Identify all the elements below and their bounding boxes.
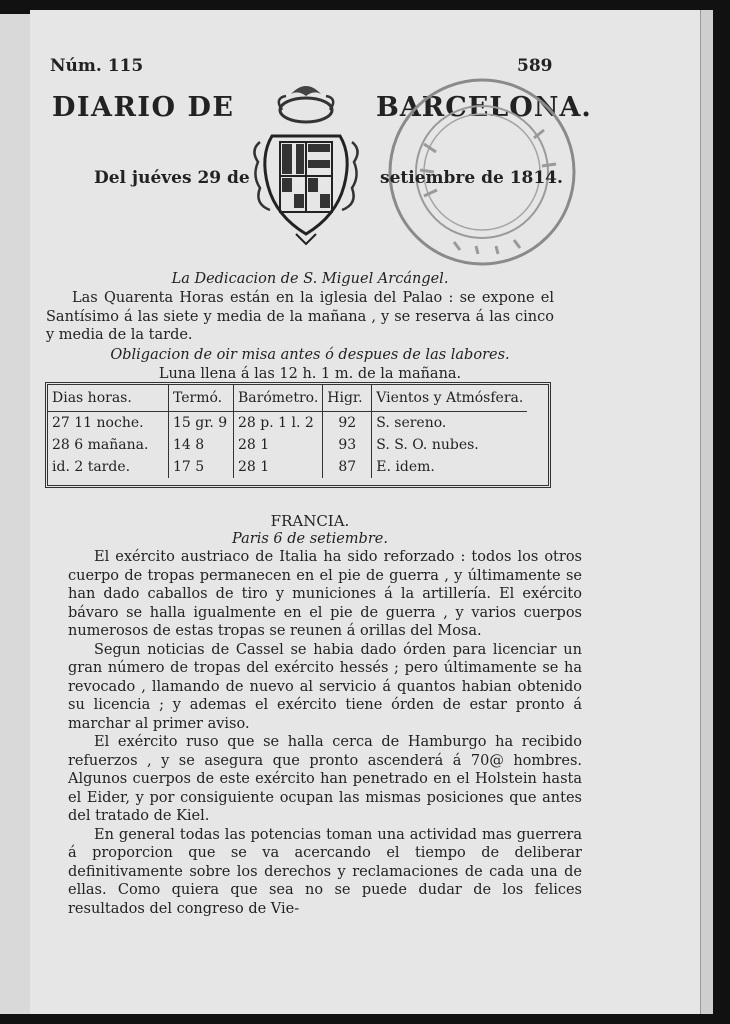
book-fore-edge — [700, 10, 713, 1014]
feast-title: La Dedicacion de S. Miguel Arcángel. — [171, 271, 449, 287]
col-days-hours: Dias horas. — [48, 385, 169, 412]
issue-number: Núm. 115 — [50, 56, 144, 76]
table-cell: 14 8 — [169, 434, 234, 456]
masthead-right: BARCELONA. — [376, 92, 592, 123]
issue-date-end: setiembre de 1814. — [380, 168, 563, 188]
table-cell: 93 — [323, 434, 372, 456]
article-body — [68, 548, 582, 918]
article-paragraph: El exército austriaco de Italia ha sido reforzado : todos los otros cuerpo de tropas permanecen en el pie de guerra , y últimamente se han dado caballos de tiro y municiones á la artillería. El exército bávaro se halla igualmente en el pie de guerra , y varios cuerpos numerosos de estas tropas se reunen á orillas del Mosa. — [68, 549, 582, 639]
table-cell: 87 — [323, 456, 372, 478]
table-cell: S. S. O. nubes. — [376, 437, 479, 453]
table-cell: id. 2 tarde. — [48, 456, 169, 478]
article-paragraph: En general todas las potencias toman una actividad mas guerrera á proporcion que se va acercando el tiempo de deliberar definitivamente sobre los derechos y reclamaciones de cada una de ellas. Como quiera que sea no se puede dudar de los felices resultados del congreso de Vie- — [68, 826, 582, 917]
col-barometer: Barómetro. — [234, 385, 323, 412]
table-cell: E. idem. — [376, 459, 435, 475]
col-thermometer: Termó. — [169, 385, 234, 412]
col-hygrometer: Higr. — [323, 385, 372, 412]
article-paragraph: El exército ruso que se halla cerca de Hamburgo ha recibido refuerzos , y se asegura que pronto ascenderá á 70@ hombres. Algunos cuerpos de este exército han penetrado en el Holstein hasta el Eider, y por consiguiente ocupan las mismas posiciones que antes del tratado de Kiel. — [68, 734, 582, 824]
table-cell: 28 1 — [234, 456, 323, 478]
table-cell: 28 6 mañana. — [48, 434, 169, 456]
table-cell: 28 p. 1 l. 2 — [234, 412, 323, 435]
col-winds: Vientos y Atmósfera. — [372, 385, 528, 412]
table-row — [48, 412, 527, 435]
forty-hours-notice: Las Quarenta Horas están en la iglesia del Palao : se expone el Santísimo á las siete y media de la mañana , y se reserva á las cinco y media de la tarde. — [46, 290, 554, 343]
table-cell: 27 11 noche. — [48, 412, 169, 435]
weather-table-header — [48, 385, 527, 412]
page-number: 589 — [517, 56, 553, 76]
section-heading: FRANCIA. — [270, 512, 350, 530]
table-cell: 15 gr. 9 — [169, 412, 234, 435]
table-cell: 92 — [323, 412, 372, 435]
weather-table — [45, 382, 551, 488]
coat-of-arms-icon — [246, 76, 366, 246]
article-paragraph: Segun noticias de Cassel se habia dado órden para licenciar un gran número de tropas del exército hessés ; pero últimamente se ha revocado , llamando de nuevo al servicio á quantos habian obtenido su licencia ; y ademas el exército tiene órden de estar pronto á marchar al primer aviso. — [68, 641, 582, 732]
moon-phase: Luna llena á las 12 h. 1 m. de la mañana. — [158, 366, 462, 382]
table-row — [48, 434, 527, 456]
issue-date-start: Del juéves 29 de — [94, 168, 250, 188]
mass-obligation: Obligacion de oir misa antes ó despues de las labores. — [110, 347, 510, 363]
masthead-left: DIARIO DE — [52, 92, 235, 123]
dateline: Paris 6 de setiembre. — [232, 531, 388, 547]
table-cell: S. sereno. — [376, 415, 447, 431]
table-cell: 28 1 — [234, 434, 323, 456]
table-cell: 17 5 — [169, 456, 234, 478]
table-row — [48, 456, 527, 478]
